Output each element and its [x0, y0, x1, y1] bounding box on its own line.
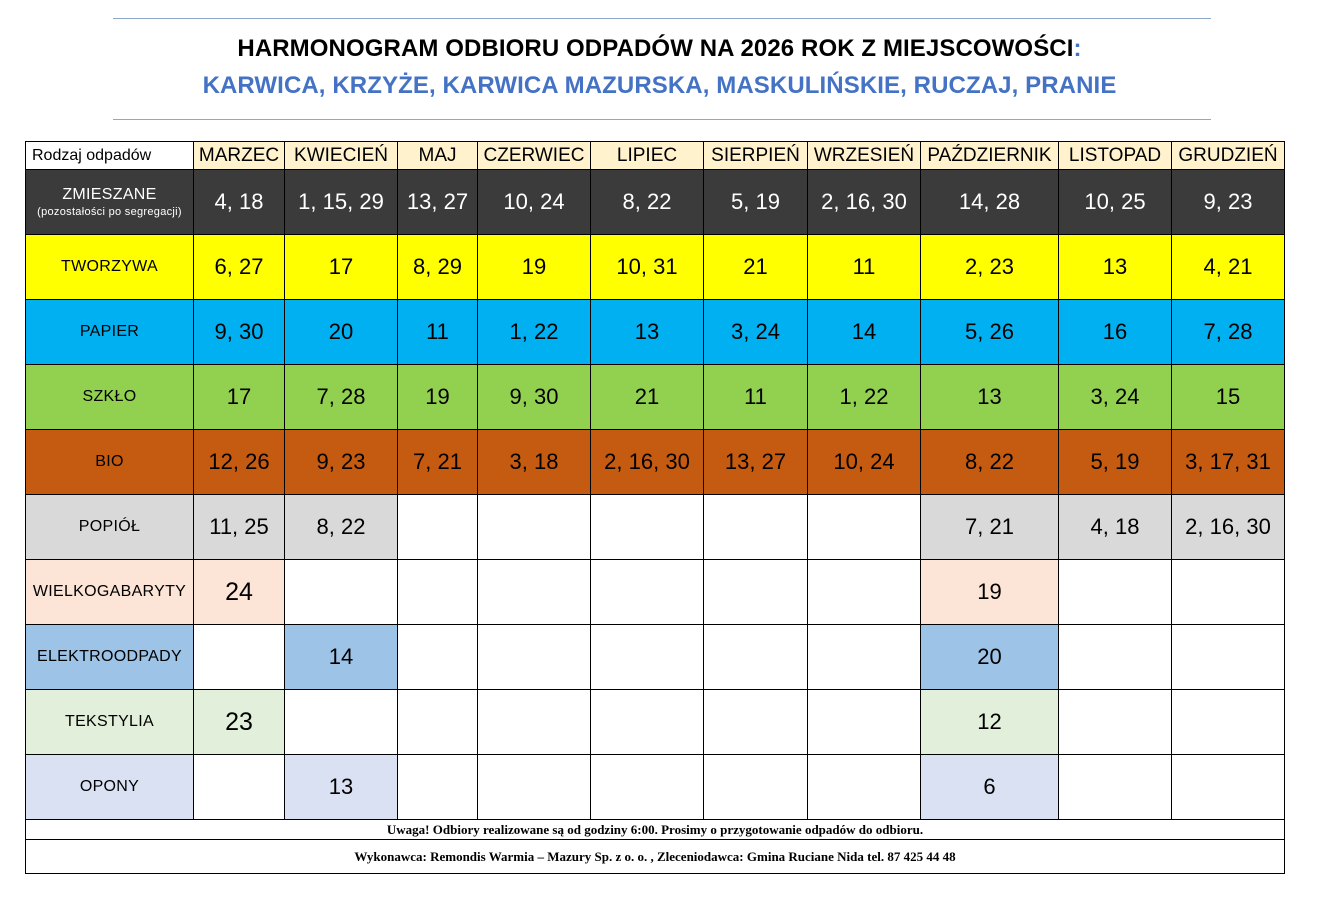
- table-row-wielkogabaryty: [26, 560, 1285, 625]
- date-cell: 19: [398, 365, 478, 430]
- date-cell: 23: [194, 690, 285, 755]
- table-row-popiol: [26, 495, 1285, 560]
- table-row-papier: [26, 300, 1285, 365]
- date-cell: 11, 25: [194, 495, 285, 560]
- month-header: MARZEC: [194, 142, 285, 170]
- date-cell: 8, 29: [398, 235, 478, 300]
- table-row-bio: [26, 430, 1285, 495]
- page-title: HARMONOGRAM ODBIORU ODPADÓW NA 2026 ROK Z MIEJSCOWOŚCI:: [237, 35, 1082, 62]
- table-row-tekstylia: [26, 690, 1285, 755]
- date-cell: [808, 560, 921, 625]
- month-header: MAJ: [398, 142, 478, 170]
- date-cell: 13: [1059, 235, 1172, 300]
- date-cell: 9, 30: [194, 300, 285, 365]
- month-header: PAŹDZIERNIK: [921, 142, 1059, 170]
- waste-type-label: OPONY: [26, 755, 194, 820]
- date-cell: 17: [194, 365, 285, 430]
- date-cell: 19: [478, 235, 591, 300]
- date-cell: [591, 495, 704, 560]
- table-row-szklo: [26, 365, 1285, 430]
- date-cell: 3, 24: [1059, 365, 1172, 430]
- date-cell: 2, 16, 30: [808, 170, 921, 235]
- waste-type-label: POPIÓŁ: [26, 495, 194, 560]
- date-cell: [285, 690, 398, 755]
- date-cell: [808, 755, 921, 820]
- date-cell: [285, 560, 398, 625]
- date-cell: [1172, 755, 1285, 820]
- date-cell: 14, 28: [921, 170, 1059, 235]
- date-cell: [478, 690, 591, 755]
- date-cell: [478, 560, 591, 625]
- date-cell: [704, 560, 808, 625]
- bottom-rule: [113, 119, 1211, 120]
- waste-type-label: TEKSTYLIA: [26, 690, 194, 755]
- date-cell: 3, 24: [704, 300, 808, 365]
- date-cell: 24: [194, 560, 285, 625]
- date-cell: 13: [285, 755, 398, 820]
- date-cell: 21: [591, 365, 704, 430]
- date-cell: [398, 755, 478, 820]
- date-cell: 11: [808, 235, 921, 300]
- pickup-note: Uwaga! Odbiory realizowane są od godziny 6:00. Prosimy o przygotowanie odpadów do odbioru.: [26, 820, 1285, 840]
- date-cell: [1172, 690, 1285, 755]
- month-header: GRUDZIEŃ: [1172, 142, 1285, 170]
- date-cell: [591, 755, 704, 820]
- waste-type-label: PAPIER: [26, 300, 194, 365]
- date-cell: 5, 19: [704, 170, 808, 235]
- date-cell: [398, 625, 478, 690]
- date-cell: [478, 495, 591, 560]
- date-cell: [591, 690, 704, 755]
- date-cell: 11: [398, 300, 478, 365]
- table-row-zmieszane: [26, 170, 1285, 235]
- date-cell: [194, 625, 285, 690]
- date-cell: 12: [921, 690, 1059, 755]
- date-cell: 3, 17, 31: [1172, 430, 1285, 495]
- table-row-elektroodpady: [26, 625, 1285, 690]
- date-cell: 21: [704, 235, 808, 300]
- month-header: CZERWIEC: [478, 142, 591, 170]
- date-cell: [398, 495, 478, 560]
- date-cell: 20: [921, 625, 1059, 690]
- date-cell: 9, 30: [478, 365, 591, 430]
- page-subtitle-localities: KARWICA, KRZYŻE, KARWICA MAZURSKA, MASKULIŃSKIE, RUCZAJ, PRANIE: [202, 72, 1117, 99]
- date-cell: [704, 690, 808, 755]
- date-cell: 19: [921, 560, 1059, 625]
- date-cell: [398, 690, 478, 755]
- date-cell: 5, 26: [921, 300, 1059, 365]
- date-cell: [591, 625, 704, 690]
- date-cell: 13, 27: [398, 170, 478, 235]
- contractor-row: [26, 840, 1285, 874]
- date-cell: 7, 28: [285, 365, 398, 430]
- month-header: SIERPIEŃ: [704, 142, 808, 170]
- date-cell: 2, 16, 30: [1172, 495, 1285, 560]
- date-cell: 15: [1172, 365, 1285, 430]
- date-cell: 7, 21: [921, 495, 1059, 560]
- date-cell: 7, 21: [398, 430, 478, 495]
- date-cell: [1172, 560, 1285, 625]
- date-cell: [1059, 690, 1172, 755]
- date-cell: [808, 495, 921, 560]
- table-row-tworzywa: [26, 235, 1285, 300]
- date-cell: [1059, 755, 1172, 820]
- table-row-opony: [26, 755, 1285, 820]
- date-cell: [808, 690, 921, 755]
- waste-type-label: TWORZYWA: [26, 235, 194, 300]
- date-cell: 14: [285, 625, 398, 690]
- date-cell: 10, 31: [591, 235, 704, 300]
- date-cell: 4, 18: [194, 170, 285, 235]
- date-cell: 5, 19: [1059, 430, 1172, 495]
- top-rule: [113, 18, 1211, 19]
- contractor-info: Wykonawca: Remondis Warmia – Mazury Sp. z o. o. , Zleceniodawca: Gmina Ruciane Nida tel. 87 425 44 48: [26, 840, 1285, 874]
- corner-header: Rodzaj odpadów: [26, 142, 194, 170]
- date-cell: 8, 22: [591, 170, 704, 235]
- date-cell: 2, 16, 30: [591, 430, 704, 495]
- waste-type-label: ZMIESZANE (pozostałości po segregacji): [26, 170, 194, 235]
- month-header: LISTOPAD: [1059, 142, 1172, 170]
- date-cell: 10, 25: [1059, 170, 1172, 235]
- date-cell: 14: [808, 300, 921, 365]
- waste-type-label: SZKŁO: [26, 365, 194, 430]
- date-cell: [478, 625, 591, 690]
- waste-type-label: BIO: [26, 430, 194, 495]
- date-cell: [704, 625, 808, 690]
- date-cell: 3, 18: [478, 430, 591, 495]
- date-cell: 8, 22: [285, 495, 398, 560]
- month-header: KWIECIEŃ: [285, 142, 398, 170]
- date-cell: 9, 23: [285, 430, 398, 495]
- date-cell: 10, 24: [478, 170, 591, 235]
- schedule-table: [25, 141, 1285, 874]
- header-row: [26, 142, 1285, 170]
- date-cell: 16: [1059, 300, 1172, 365]
- month-header: WRZESIEŃ: [808, 142, 921, 170]
- date-cell: 4, 18: [1059, 495, 1172, 560]
- date-cell: 13: [921, 365, 1059, 430]
- date-cell: 1, 15, 29: [285, 170, 398, 235]
- date-cell: 7, 28: [1172, 300, 1285, 365]
- date-cell: 12, 26: [194, 430, 285, 495]
- date-cell: 6, 27: [194, 235, 285, 300]
- date-cell: 4, 21: [1172, 235, 1285, 300]
- date-cell: 6: [921, 755, 1059, 820]
- date-cell: [704, 495, 808, 560]
- date-cell: 8, 22: [921, 430, 1059, 495]
- date-cell: [1059, 560, 1172, 625]
- date-cell: 1, 22: [478, 300, 591, 365]
- date-cell: [1172, 625, 1285, 690]
- waste-type-label: WIELKOGABARYTY: [26, 560, 194, 625]
- date-cell: 13, 27: [704, 430, 808, 495]
- month-header: LIPIEC: [591, 142, 704, 170]
- waste-type-label: ELEKTROODPADY: [26, 625, 194, 690]
- date-cell: 2, 23: [921, 235, 1059, 300]
- date-cell: [704, 755, 808, 820]
- date-cell: 1, 22: [808, 365, 921, 430]
- date-cell: 20: [285, 300, 398, 365]
- date-cell: 10, 24: [808, 430, 921, 495]
- date-cell: [194, 755, 285, 820]
- date-cell: 13: [591, 300, 704, 365]
- date-cell: 17: [285, 235, 398, 300]
- note-row: [26, 820, 1285, 840]
- date-cell: [808, 625, 921, 690]
- date-cell: [1059, 625, 1172, 690]
- date-cell: [398, 560, 478, 625]
- date-cell: [591, 560, 704, 625]
- date-cell: 11: [704, 365, 808, 430]
- date-cell: [478, 755, 591, 820]
- date-cell: 9, 23: [1172, 170, 1285, 235]
